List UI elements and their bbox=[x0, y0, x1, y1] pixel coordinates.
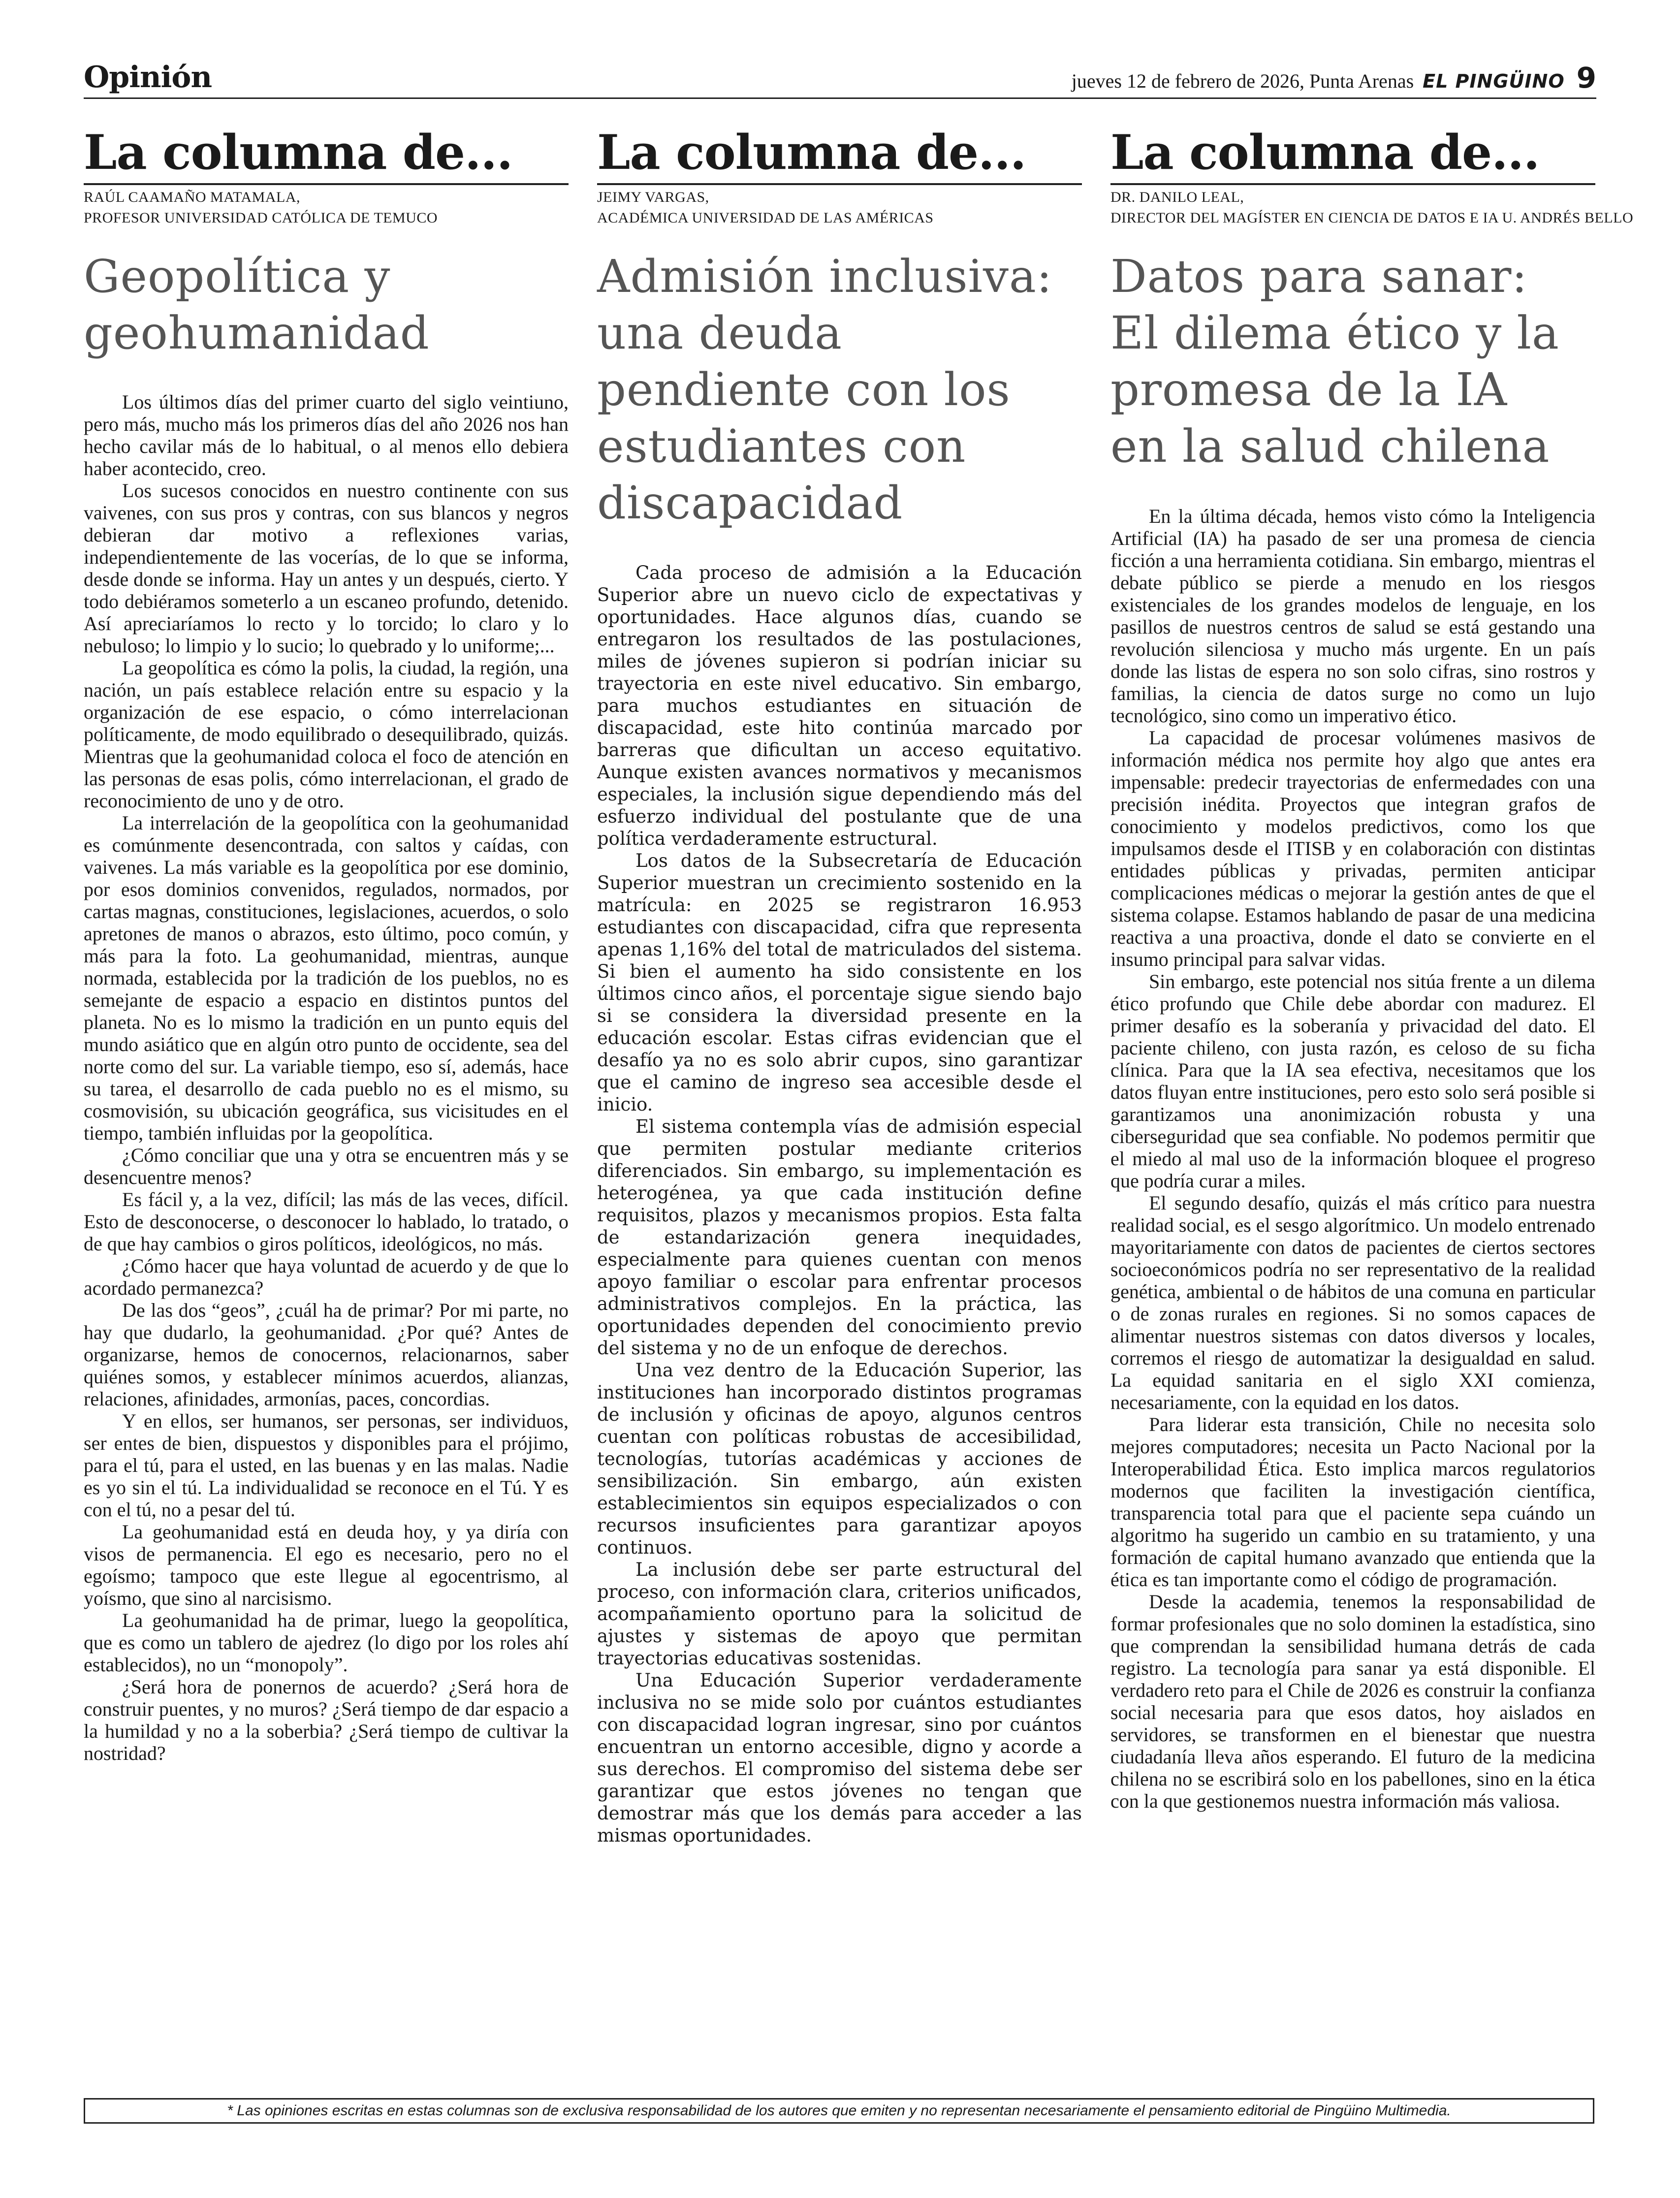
author-affiliation: ACADÉMICA UNIVERSIDAD DE LAS AMÉRICAS bbox=[597, 210, 934, 226]
section-title: Opinión bbox=[84, 60, 212, 95]
paragraph: ¿Será hora de ponernos de acuerdo? ¿Será hora de construir puentes, y no muros? ¿Será tiempo de dar espacio a la humildad y no a la soberbia? ¿Será tiempo de cultivar la nostridad? bbox=[84, 1676, 569, 1764]
paragraph: La interrelación de la geopolítica con la geohumanidad es comúnmente desencontrada, con saltos y caídas, con vaivenes. La más variable es la geopolítica por ese dominio, por esos dominios convenidos, regulados, normados, por cartas magnas, constituciones, legislaciones, acuerdos, o solo apretones de manos o abrazos, esto último, poco común, y más para la foto. La geohumanidad, mientras, aunque normada, establecida por la tradición de los pueblos, no es semejante de espacio a espacio en distintos puntos del planeta. No es lo mismo la tradición en un punto equis del mundo asiático que en algún otro punto de occidente, sea del norte como del sur. La variable tiempo, eso sí, además, hace su tarea, el desarrollo de cada pueblo no es el mismo, su cosmovisión, su ubicación geográfica, sus vicisitudes en el tiempo, también influidas por la geopolítica. bbox=[84, 812, 569, 1144]
paragraph: Para liderar esta transición, Chile no necesita solo mejores computadores; necesita un Pacto Nacional por la Interoperabilidad Ética. Esto implica marcos regulatorios modernos que faciliten la investigación científica, transparencia total para que el paciente sepa cuándo un algoritmo ha sugerido un cambio en su tratamiento, y una formación de capital humano avanzado que entienda que la ética es tan importante como el código de programación. bbox=[1110, 1413, 1595, 1591]
page-number: 9 bbox=[1576, 61, 1596, 95]
article-body bbox=[597, 562, 1082, 1847]
article-headline: Datos para sanar: El dilema ético y la promesa de la IA en la salud chilena bbox=[1110, 250, 1559, 473]
paragraph: De las dos “geos”, ¿cuál ha de primar? Por mi parte, no hay que dudarlo, la geohumanidad. ¿Por qué? Antes de organizarse, hemos de conocernos, relacionarnos, saber quiénes somos, y establecer mínimos acuerdos, alianzas, relaciones, afinidades, armonías, paces, concordias. bbox=[84, 1299, 569, 1410]
paragraph: Y en ellos, ser humanos, ser personas, ser individuos, ser entes de bien, dispuestos y disponibles para el prójimo, para el tú, para el usted, en las buenas y en las malas. Nadie es yo sin el tú. La individualidad se reconoce en el Tú. Y es con el tú, no a pesar del tú. bbox=[84, 1410, 569, 1521]
column-admision-inclusiva bbox=[597, 125, 1082, 1847]
article-body bbox=[1110, 505, 1595, 1812]
article-body bbox=[84, 391, 569, 1764]
paragraph: Es fácil y, a la vez, difícil; las más de las veces, difícil. Esto de desconocerse, o desconocer lo hablado, lo tratado, o de que hay cambios o giros políticos, ideológicos, no más. bbox=[84, 1188, 569, 1255]
column-kicker: La columna de... bbox=[84, 125, 513, 180]
paragraph: La geohumanidad ha de primar, luego la geopolítica, que es como un tablero de ajedrez (lo digo por los roles ahí establecidos), no un “monopoly”. bbox=[84, 1609, 569, 1676]
author-name: RAÚL CAAMAÑO MATAMALA, bbox=[84, 189, 300, 205]
author-affiliation: DIRECTOR DEL MAGÍSTER EN CIENCIA DE DATOS E IA U. ANDRÉS BELLO bbox=[1110, 210, 1634, 226]
paragraph: ¿Cómo hacer que haya voluntad de acuerdo y de que lo acordado permanezca? bbox=[84, 1255, 569, 1299]
paragraph: La inclusión debe ser parte estructural del proceso, con información clara, criterios unificados, acompañamiento oportuno para la solicitud de ajustes y sistemas de apoyo que permitan trayectorias educativas sostenidas. bbox=[597, 1559, 1082, 1669]
page-header bbox=[84, 58, 1596, 99]
article-headline: Geopolítica y geohumanidad bbox=[84, 250, 430, 359]
paragraph: Cada proceso de admisión a la Educación Superior abre un nuevo ciclo de expectativas y oportunidades. Hace algunos días, cuando se entregaron los resultados de las postulaciones, miles de jóvenes supieron si podrían iniciar su trayectoria en este nivel educativo. Sin embargo, para muchos estudiantes en situación de discapacidad, este hito continúa marcado por barreras que dificultan un acceso equitativo. Aunque existen avances normativos y mecanismos especiales, la inclusión sigue dependiendo más del esfuerzo individual del postulante que de una política verdaderamente estructural. bbox=[597, 562, 1082, 849]
header-meta bbox=[1072, 61, 1596, 95]
date-line: jueves 12 de febrero de 2026, Punta Arenas bbox=[1071, 70, 1414, 92]
newspaper-logo: EL PINGÜINO bbox=[1423, 70, 1565, 92]
author-name: DR. DANILO LEAL, bbox=[1110, 189, 1244, 205]
paragraph: Sin embargo, este potencial nos sitúa frente a un dilema ético profundo que Chile debe abordar con madurez. El primer desafío es la soberanía y privacidad del dato. El paciente chileno, con justa razón, es celoso de su ficha clínica. Para que la IA sea efectiva, necesitamos que los datos fluyan entre instituciones, pero esto solo será posible si garantizamos una anonimización robusta y una ciberseguridad que sea confiable. No podemos permitir que el miedo al mal uso de la información bloquee el progreso que podría curar a miles. bbox=[1110, 970, 1595, 1192]
author-affiliation: PROFESOR UNIVERSIDAD CATÓLICA DE TEMUCO bbox=[84, 210, 438, 226]
paragraph: ¿Cómo conciliar que una y otra se encuentren más y se desencuentre menos? bbox=[84, 1144, 569, 1188]
paragraph: Los sucesos conocidos en nuestro continente con sus vaivenes, con sus pros y contras, con sus blancos y negros debieran dar motivo a reflexiones varias, independientemente de las vocerías, de lo que se informa, desde donde se informa. Hay un antes y un después, cierto. Y todo debiéramos someterlo a un escaneo profundo, detenido. Así apreciaríamos lo recto y lo torcido; lo claro y lo nebuloso; lo limpio y lo sucio; lo quebrado y lo uniforme;... bbox=[84, 479, 569, 657]
paragraph: En la última década, hemos visto cómo la Inteligencia Artificial (IA) ha pasado de ser una promesa de ciencia ficción a una herramienta cotidiana. Sin embargo, mientras el debate público se pierde a menudo en los riesgos existenciales de los grandes modelos de lenguaje, en los pasillos de nuestros centros de salud se está gestando una revolución silenciosa y mucho más urgente. En un país donde las listas de espera no son solo cifras, sino rostros y familias, la ciencia de datos surge no como un lujo tecnológico, sino como un imperativo ético. bbox=[1110, 505, 1595, 727]
byline bbox=[84, 183, 569, 228]
paragraph: Los últimos días del primer cuarto del siglo veintiuno, pero más, mucho más los primeros días del año 2026 nos han hecho cavilar más de lo habitual, o al menos ello debiera haber acontecido, creo. bbox=[84, 391, 569, 479]
article-headline: Admisión inclusiva: una deuda pendiente con los estudiantes con discapacidad bbox=[597, 250, 1052, 529]
byline bbox=[597, 183, 1082, 228]
paragraph: La capacidad de procesar volúmenes masivos de información médica nos permite hoy algo que antes era impensable: predecir trayectorias de enfermedades con una precisión inédita. Proyectos que integran grafos de conocimiento y modelos predictivos, como los que impulsamos desde el ITISB y en colaboración con distintas entidades públicas y privadas, permiten anticipar complicaciones médicas o mejorar la gestión antes de que el sistema colapse. Estamos hablando de pasar de una medicina reactiva a una proactiva, donde el dato se convierte en el insumo principal para salvar vidas. bbox=[1110, 727, 1595, 970]
paragraph: El segundo desafío, quizás el más crítico para nuestra realidad social, es el sesgo algorítmico. Un modelo entrenado mayoritariamente con datos de pacientes de ciertos sectores socioeconómicos podría no ser representativo de la realidad genética, ambiental o de hábitos de una comuna en particular o de zonas rurales en regiones. Si no somos capaces de alimentar nuestros sistemas con datos diversos y locales, corremos el riesgo de automatizar la desigualdad en salud. La equidad sanitaria en el siglo XXI comienza, necesariamente, con la equidad en los datos. bbox=[1110, 1192, 1595, 1413]
column-geopolitica bbox=[84, 125, 569, 1764]
column-datos-para-sanar bbox=[1110, 125, 1634, 1812]
byline bbox=[1110, 183, 1634, 228]
paragraph: Una Educación Superior verdaderamente inclusiva no se mide solo por cuántos estudiantes con discapacidad logran ingresar, sino por cuántos encuentran un entorno accesible, digno y acorde a sus derechos. El compromiso del sistema debe ser garantizar que estos jóvenes no tengan que demostrar más que los demás para acceder a las mismas oportunidades. bbox=[597, 1670, 1082, 1846]
paragraph: Desde la academia, tenemos la responsabilidad de formar profesionales que no solo dominen la estadística, sino que comprendan la sensibilidad humana detrás de cada registro. La tecnología para sanar ya está disponible. El verdadero reto para el Chile de 2026 es construir la confianza social necesaria para que esos datos, hoy aislados en servidores, se transformen en el bienestar que nuestra ciudadanía lleva años esperando. El futuro de la medicina chilena no se escribirá solo en los pabellones, sino en la ética con la que gestionemos nuestra información más valiosa. bbox=[1110, 1591, 1595, 1812]
paragraph: El sistema contempla vías de admisión especial que permiten postular mediante criterios diferenciados. Sin embargo, su implementación es heterogénea, ya que cada institución define requisitos, plazos y mecanismos propios. Esta falta de estandarización genera inequidades, especialmente para quienes cuentan con menos apoyo familiar o escolar para enfrentar procesos administrativos complejos. En la práctica, las oportunidades dependen del conocimiento previo del sistema y no de un enfoque de derechos. bbox=[597, 1116, 1082, 1359]
author-name: JEIMY VARGAS, bbox=[597, 189, 709, 205]
column-kicker: La columna de... bbox=[597, 125, 1026, 180]
editorial-disclaimer: * Las opiniones escritas en estas columnas son de exclusiva responsabilidad de los autores que emiten y no representan necesariamente el pensamiento editorial de Pingüino Multimedia. bbox=[84, 2098, 1594, 2124]
column-kicker: La columna de... bbox=[1110, 125, 1540, 180]
paragraph: Los datos de la Subsecretaría de Educación Superior muestran un crecimiento sostenido en la matrícula: en 2025 se registraron 16.953 estudiantes con discapacidad, cifra que representa apenas 1,16% del total de matriculados del sistema. Si bien el aumento ha sido consistente en los últimos cinco años, el porcentaje sigue siendo bajo si se considera la diversidad presente en la educación escolar. Estas cifras evidencian que el desafío ya no es solo abrir cupos, sino garantizar que el camino de ingreso sea accesible desde el inicio. bbox=[597, 850, 1082, 1115]
paragraph: Una vez dentro de la Educación Superior, las instituciones han incorporado distintos programas de inclusión y oficinas de apoyo, algunos centros cuentan con políticas robustas de accesibilidad, tecnologías, tutorías académicas y acciones de sensibilización. Sin embargo, aún existen establecimientos sin equipos especializados o con recursos insuficientes para garantizar apoyos continuos. bbox=[597, 1360, 1082, 1558]
paragraph: La geohumanidad está en deuda hoy, y ya diría con visos de permanencia. El ego es necesario, pero no el egoísmo; tampoco que este llegue al egocentrismo, al yoísmo, que sino al narcisismo. bbox=[84, 1521, 569, 1609]
paragraph: La geopolítica es cómo la polis, la ciudad, la región, una nación, un país establece relación entre su espacio y la organización de ese espacio, o cómo interrelacionan políticamente, de modo equilibrado o desequilibrado, quizás. Mientras que la geohumanidad coloca el foco de atención en las personas de esas polis, cómo interrelacionan, el grado de reconocimiento de uno y de otro. bbox=[84, 657, 569, 812]
